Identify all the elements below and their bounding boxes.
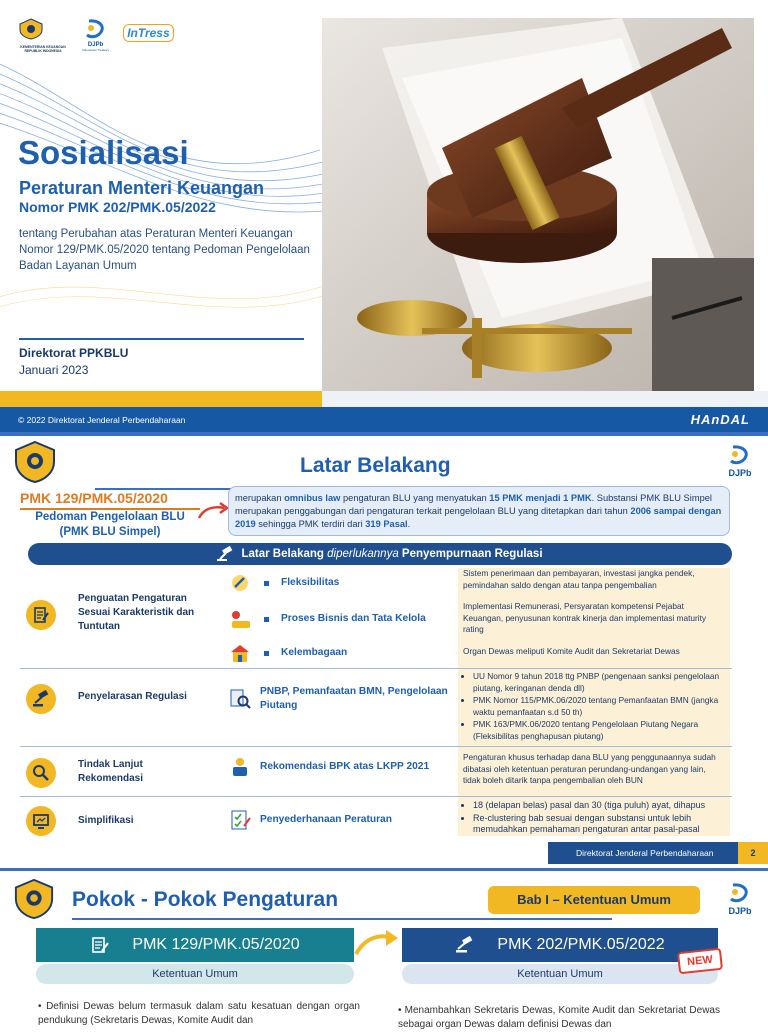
kemenkeu-emblem-icon (12, 878, 56, 920)
section-banner: Latar Belakang diperlukannya Penyempurnaan Regulasi (28, 543, 732, 565)
page-number: 2 (738, 842, 768, 864)
item-rekomendasi: Rekomendasi BPK atas LKPP 2021 (228, 756, 438, 778)
djpb-mark-icon (726, 444, 754, 468)
document-edit-icon (90, 936, 110, 954)
djpb-logo: DJPb Indonesian Treasury (82, 18, 109, 52)
slide-footer (548, 842, 768, 864)
curved-arrow-icon (196, 500, 230, 522)
new-provision-text: • Menambahkan Sekretaris Dewas, Komite Audit dan Sekretariat Dewas sebagai organ Dewas dalam definisi Dewas dan (398, 1005, 720, 1030)
logo-group (18, 18, 174, 53)
category-penyelarasan: Penyelarasan Regulasi (78, 691, 187, 702)
djpb-mark-icon (726, 882, 754, 906)
slide-title: Latar Belakang (300, 454, 451, 477)
kemenkeu-emblem-icon (12, 440, 58, 484)
kemenkeu-logo: KEMENTERIAN KEUANGAN REPUBLIK INDONESIA (18, 18, 68, 53)
magnifier-icon (26, 758, 56, 788)
row-separator (20, 796, 732, 797)
document-edit-icon (26, 600, 56, 630)
accent-bar (0, 391, 322, 407)
cover-slide (0, 0, 768, 432)
divider (19, 338, 304, 340)
pmk-title: PMK 129/PMK.05/2020 (20, 490, 168, 506)
transition-arrow-icon (352, 926, 404, 960)
old-provision-text: • Definisi Dewas belum termasuk dalam satu kesatuan dengan organ pendukung (Sekretaris Dewas, Komite Audit dan (38, 1001, 360, 1026)
gavel-scale-photo (322, 18, 754, 391)
omnibus-callout: merupakan omnibus law pengaturan BLU yang menyatukan 15 PMK menjadi 1 PMK. Substansi PMK BLU Simpel merupakan penggabungan dari pengaturan terkait pengelolaan BLU yang ditetapkan dari tahun 2006 sampai dengan 2019 sehingga PMK terdiri dari 319 Pasal. (228, 486, 730, 536)
monitor-icon (26, 806, 56, 836)
institution-icon (228, 642, 252, 664)
new-regulation-header: PMK 202/PMK.05/2022 (402, 928, 718, 962)
new-section-label: Ketentuan Umum (402, 964, 718, 984)
category-penguatan: Penguatan Pengaturan Sesuai Karakteristik dan Tuntutan (78, 593, 195, 632)
cover-regulation-number: Nomor PMK 202/PMK.05/2022 (19, 199, 216, 215)
category-tindak-lanjut: Tindak Lanjut Rekomendasi (78, 759, 144, 784)
old-section-label: Ketentuan Umum (36, 964, 354, 984)
note-fleksibilitas: Sistem penerimaan dan pembayaran, investasi jangka pendek, pemindahan saldo dengan atau tanpa pengembalian (463, 568, 695, 590)
chapter-badge: Bab I – Ketentuan Umum (488, 886, 700, 914)
note-proses-bisnis: Implementasi Remunerasi, Persyaratan kompetensi Pejabat Keuangan, penyusunan kontrak kinerja dan implementasi maturity rating (463, 601, 707, 634)
background-slide (0, 432, 768, 864)
row-separator (20, 668, 732, 669)
cover-title: Sosialisasi (18, 134, 189, 171)
djpb-logo: DJPb (726, 882, 754, 916)
footer-text: Direktorat Jenderal Perbendaharaan (576, 848, 714, 858)
accent-bar-light (322, 391, 768, 407)
kemenkeu-emblem-icon (18, 18, 44, 40)
gavel-icon (26, 684, 56, 714)
checklist-icon (228, 809, 252, 831)
auditor-icon (228, 756, 252, 778)
note-kelembagaan: Organ Dewas meliputi Komite Audit dan Sekretariat Dewas (463, 646, 680, 656)
item-kelembagaan: Kelembagaan (228, 642, 347, 664)
item-proses-bisnis: Proses Bisnis dan Tata Kelola (228, 608, 426, 630)
row-separator (20, 746, 732, 747)
flexibility-icon (228, 572, 252, 594)
copyright-text: © 2022 Direktorat Jenderal Perbendaharaan (18, 415, 186, 425)
note-simplifikasi: • 18 (delapan belas) pasal dan 30 (tiga puluh) ayat, dihapus • Re-clustering bab sesuai dengan substansi untuk lebih memudahkan pemahaman pengaturan antar pasal-pasal (463, 800, 725, 837)
djpb-logo: DJPb (726, 444, 754, 478)
top-bar (0, 432, 768, 436)
new-badge: NEW (677, 948, 723, 974)
cover-directorate: Direktorat PPKBLU (19, 346, 129, 360)
cover-subtitle: Peraturan Menteri Keuangan (19, 178, 265, 198)
djpb-mark-icon (83, 18, 109, 42)
business-process-icon (228, 608, 252, 630)
key-provisions-slide (0, 864, 768, 1030)
title-underline (72, 918, 612, 920)
item-pnbp: PNBP, Pemanfaatan BMN, Pengelolaan Piutang (228, 685, 458, 713)
item-penyederhanaan: Penyederhanaan Peraturan (228, 809, 392, 831)
item-fleksibilitas: Fleksibilitas (228, 572, 339, 594)
slide-title: Pokok - Pokok Pengaturan (72, 888, 339, 911)
cover-date: Januari 2023 (19, 363, 89, 377)
cover-description: tentang Perubahan atas Peraturan Menteri Keuangan Nomor 129/PMK.05/2020 tentang Pedoman Pengelolaan Badan Layanan Umum (19, 228, 310, 272)
cover-footer (0, 407, 768, 432)
handal-logo: HAnDAL (690, 412, 750, 427)
note-regulasi: • UU Nomor 9 tahun 2018 ttg PNBP (pengenaan sanksi pengelolaan piutang, keringanan denda dll) • PMK Nomor 115/PMK.06/2020 tentang Pemanfaatan BMN (jangka waktu pemanfaatan s.d 50 th) • PMK 163/PMK.06/2020 tentang Pengelolaan Piutang Negara (Fleksibilitas penghapusan piutang) (463, 671, 725, 743)
category-simplifikasi: Simplifikasi (78, 815, 134, 826)
gavel-icon (455, 936, 475, 954)
gavel-icon (217, 547, 235, 561)
intress-logo: InTress (123, 24, 173, 42)
old-regulation-header: PMK 129/PMK.05/2020 (36, 928, 354, 962)
pmk-description: Pedoman Pengelolaan BLU (PMK BLU Simpel) (35, 511, 185, 538)
document-search-icon (228, 688, 252, 710)
note-rekomendasi: Pengaturan khusus terhadap dana BLU yang penggunaannya sudah dibatasi oleh ketentuan peraturan perundang-undangan yang lain, tidak boleh ditarik tanpa pengembalian oleh BUN (463, 752, 716, 785)
top-bar (0, 868, 768, 871)
